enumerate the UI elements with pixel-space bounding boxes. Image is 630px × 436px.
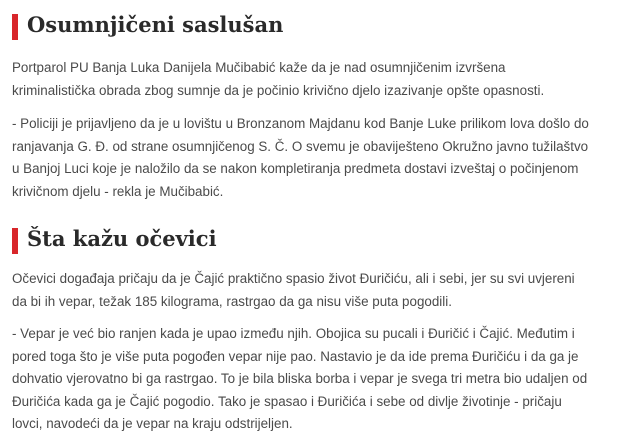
section-heading-text: Šta kažu očevici — [27, 226, 217, 251]
paragraph: - Vepar je već bio ranjen kada je upao između njih. Obojica su pucali i Đuričić i Čajić. Međutim i pored toga što je više puta pogođen vepar nije pao. Nastavio je da ide prema Đuričiću i da ga je dohvatio vjerovatno bi ga rastrgao. To je bila bliska borba i vepar je svega tri metra bio udaljen od Đuričića kada ga je Čajić pogodio. Tako je spasao i Đuričića i sebe od divlje životinje - pričaju lovci, navodeći da je vepar na kraju odstrijeljen. — [12, 326, 588, 431]
article-body — [12, 0, 592, 436]
paragraph: - Policiji je prijavljeno da je u lovištu u Bronzanom Majdanu kod Banje Luke prilikom lova došlo do ranjavanja G. Đ. od strane osumnjičenog S. Č. O svemu je obaviješteno Okružno javno tužilaštvo u Banjoj Luci koje je naložilo da se nakon kompletiranja predmeta dostavi izveštaj o počinjenom krivičnom djelu - rekla je Mučibabić. — [12, 116, 589, 199]
paragraph: Portparol PU Banja Luka Danijela Mučibabić kaže da je nad osumnjičenim izvršena kriminalistička obrada zbog sumnje da je počinio krivično djelo izazivanje opšte opasnosti. — [12, 60, 545, 98]
paragraph: Očevici događaja pričaju da je Čajić praktično spasio život Đuričiću, ali i sebi, jer su svi uvjereni da bi ih vepar, težak 185 kilograma, rastrgao da ga nisu više puta pogodili. — [12, 271, 575, 309]
section-heading-osumnjiceni — [12, 8, 592, 42]
heading-accent-bar — [12, 14, 18, 40]
section-heading-ocevici — [12, 222, 592, 256]
heading-accent-bar — [12, 228, 18, 254]
section-heading-text: Osumnjičeni saslušan — [27, 12, 284, 37]
